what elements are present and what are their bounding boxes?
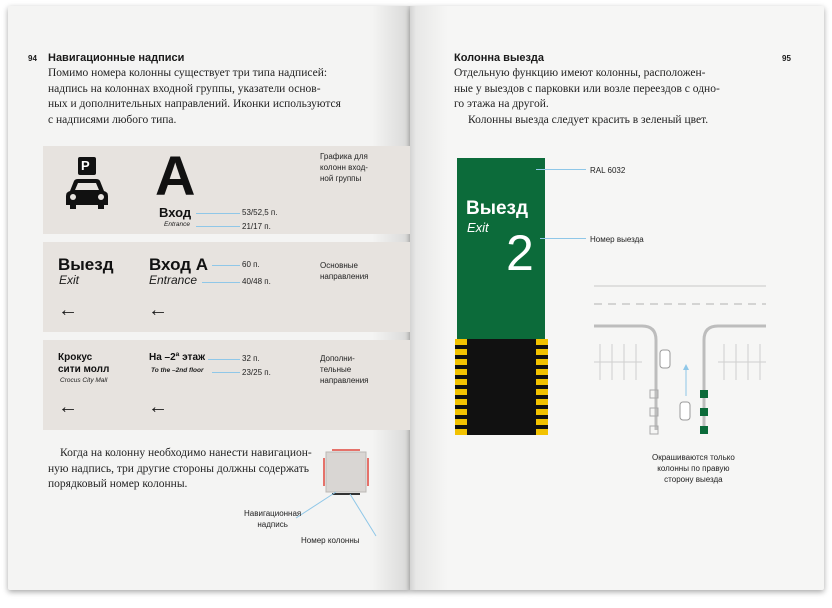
left-heading: Навигационные надписи <box>48 52 185 64</box>
band3-side-note <box>320 353 369 386</box>
right-heading: Колонна выезда <box>454 52 545 64</box>
intro-line: Помимо номера колонны существует три типа надписей: <box>48 67 328 79</box>
callout-line <box>196 213 240 214</box>
hazard-stripes-right <box>536 339 548 435</box>
band3-spec2: 23/25 п. <box>242 368 271 377</box>
left-intro <box>48 66 378 128</box>
side-line: направления <box>320 376 369 385</box>
intro-line: надпись на колоннах входной группы, указатели основ- <box>48 82 321 95</box>
band1-entry-ru: Вход <box>159 205 192 220</box>
band2-entry-ru: Вход А <box>149 255 209 274</box>
side-line: ной группы <box>320 174 362 183</box>
band3-spec1: 32 п. <box>242 354 260 363</box>
left-arrow-icon: ← <box>148 299 168 321</box>
band2-exit-en: Exit <box>59 273 80 287</box>
band2-spec1: 60 п. <box>242 260 260 269</box>
exit-column-base <box>457 339 545 435</box>
callout-line <box>212 265 240 266</box>
column-exit-en: Exit <box>467 220 489 235</box>
left-arrow-icon: ← <box>148 396 168 418</box>
band3-mall-en: Crocus City Mall <box>60 377 108 384</box>
intro-line: го этажа на другой. <box>454 98 549 110</box>
column-exit-number: 2 <box>506 225 534 281</box>
band2-exit-ru: Выезд <box>58 255 114 274</box>
intro-line: Колонны выезда следует красить в зеленый цвет. <box>468 113 709 126</box>
column-exit-ru: Выезд <box>466 198 529 219</box>
band2-side-note <box>320 260 369 282</box>
right-note <box>652 452 735 485</box>
band1-side-note <box>320 151 368 184</box>
band3-mall-ru <box>58 352 109 376</box>
paragraph-line: ную надпись, три другие стороны должны содержать <box>48 462 310 475</box>
parking-letter: P <box>81 158 90 173</box>
side-line: Основные <box>320 261 358 270</box>
left-page-number: 94 <box>28 54 37 63</box>
big-letter-a: A <box>155 144 196 207</box>
note-line: сторону выезда <box>664 475 723 484</box>
intro-line: Отдельную функцию имеют колонны, расположен- <box>454 67 706 79</box>
band2-entry-en: Entrance <box>149 273 198 287</box>
paragraph-line: порядковый номер колонны. <box>48 478 188 490</box>
callout-line <box>202 282 240 283</box>
band1-entry-en: Entrance <box>164 221 191 228</box>
note-line: Окрашиваются только <box>652 453 735 462</box>
side-line: направления <box>320 272 369 281</box>
parking-plan-diagram <box>590 280 770 440</box>
callout-nav-label <box>244 508 301 530</box>
callout-line-text: Навигационная <box>244 509 302 518</box>
callout-line <box>208 359 240 360</box>
intro-line: ные у выездов с парковки или возле переездов с одно- <box>454 82 720 95</box>
side-line: Дополни- <box>320 354 355 363</box>
callout-ral-color: RAL 6032 <box>590 166 626 175</box>
left-bottom-paragraph <box>48 446 318 493</box>
callout-line-text: надпись <box>257 520 288 529</box>
band1-spec2: 21/17 п. <box>242 222 271 231</box>
note-line: колонны по правую <box>657 464 730 473</box>
callout-exit-number: Номер выезда <box>590 235 644 244</box>
paragraph-line: Когда на колонну необходимо нанести навигацион- <box>60 447 312 459</box>
callout-line <box>536 169 586 170</box>
right-page-number: 95 <box>782 54 791 63</box>
left-arrow-icon: ← <box>58 396 78 418</box>
band2-spec2: 40/48 п. <box>242 277 271 286</box>
intro-line: с надписями любого типа. <box>48 113 177 126</box>
callout-line <box>212 372 240 373</box>
band1-spec1: 53/52,5 п. <box>242 208 278 217</box>
side-line: Графика для <box>320 152 368 161</box>
callout-line <box>196 226 240 227</box>
band3-floor-en: To the –2nd floor <box>151 367 204 374</box>
intro-line: ных и дополнительных направлений. Иконки используются <box>48 98 341 110</box>
callout-lines <box>290 490 380 540</box>
left-arrow-icon: ← <box>58 299 78 321</box>
callout-column-number: Номер колонны <box>301 536 360 545</box>
band3-floor-ru: На –2ª этаж <box>149 352 206 363</box>
mall-line: сити молл <box>58 364 110 375</box>
hazard-stripes-left <box>455 339 467 435</box>
mall-line: Крокус <box>58 352 93 363</box>
side-line: колонн вход- <box>320 163 368 172</box>
callout-line <box>540 238 586 239</box>
right-intro <box>454 66 784 128</box>
side-line: тельные <box>320 365 352 374</box>
